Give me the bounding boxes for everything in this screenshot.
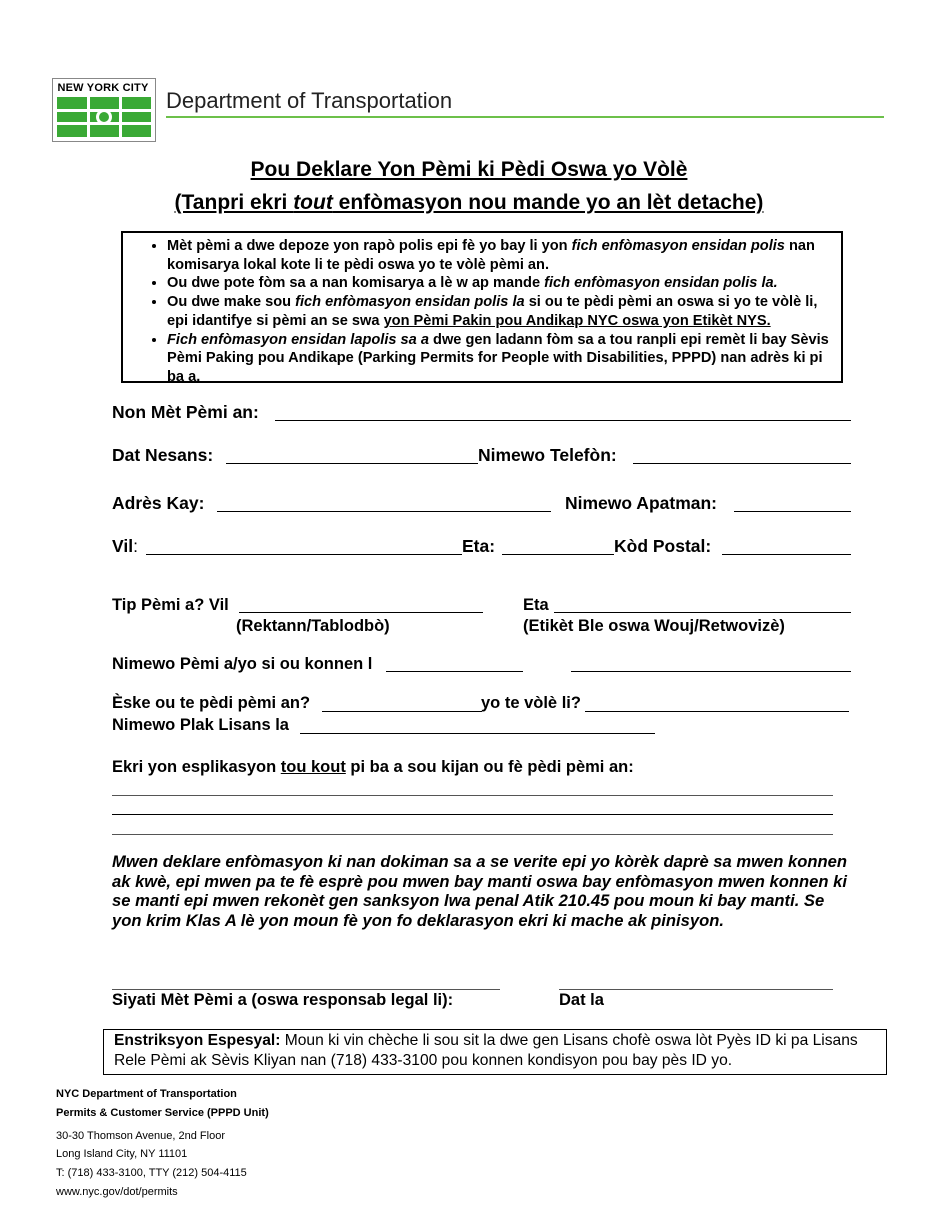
logo-top-text: NEW YORK CITY (57, 82, 149, 94)
instruction-item: • Mèt pèmi a dwe depoze yon rapò polis epi fè yo bay li yon fich enfòmasyon ensidan polis nan komisarya lokal kote li te pèdi oswa yo te vòlè pèmi an. (167, 237, 841, 274)
stolen-field[interactable] (585, 711, 849, 712)
birth-date-label: Dat Nesans: (112, 445, 214, 465)
instruction-item: • Ou dwe pote fòm sa a nan komisarya a lè w ap mande fich enfòmasyon ensidan polis la. (167, 274, 841, 293)
owner-name-label: Non Mèt Pèmi an: (112, 402, 259, 422)
footer-web-link[interactable]: www.nyc.gov/dot/permits (56, 1185, 178, 1198)
declaration-text: Mwen deklare enfòmasyon ki nan dokiman sa a se verite epi yo kòrèk daprè sa mwen konnen ak kwè, epi mwen pa te fè esprè pou mwen bay manti oswa bay enfòmasyon mwen konnen ki se manti epi mwen rekonèt gen sanksyon lwa penal Atik 210.45 pou moun ki bay manti. Se yon krim Klas A lè yon moun fè yon fo deklarasyon ekri ki mache ak pinisyon. (112, 852, 848, 930)
instruction-item: • Ou dwe make sou fich enfòmasyon ensidan polis la si ou te pèdi pèmi an oswa si yo te vòlè li, epi idantifye si pèmi an se swa yon Pèmi Pakin pou Andikap NYC oswa yon Etikèt NYS. (167, 293, 841, 330)
date-label: Dat la (559, 991, 604, 1009)
special-instructions-box (103, 1029, 887, 1075)
zip-field[interactable] (722, 554, 851, 555)
footer-unit: Permits & Customer Service (PPPD Unit) (56, 1106, 269, 1119)
subtitle-part-c: enfòmasyon nou mande yo an lèt detache) (332, 191, 764, 214)
explanation-line-1[interactable] (112, 795, 833, 796)
permit-type-city-label: Tip Pèmi a? Vil (112, 596, 229, 614)
plate-label: Nimewo Plak Lisans la (112, 716, 289, 734)
address-label: Adrès Kay: (112, 493, 205, 513)
zip-label: Kòd Postal: (614, 536, 712, 556)
footer-phone: T: (718) 433-3100, TTY (212) 504-4115 (56, 1167, 247, 1180)
permit-type-city-field[interactable] (239, 612, 483, 613)
footer-address (56, 1085, 269, 1202)
owner-name-field[interactable] (275, 420, 851, 421)
footer-addr1: 30-30 Thomson Avenue, 2nd Floor (56, 1129, 225, 1142)
address-field[interactable] (217, 511, 551, 512)
permit-type-state-hint: (Etikèt Ble oswa Wouj/Retwovizè) (523, 617, 785, 635)
apartment-label: Nimewo Apatman: (565, 493, 718, 513)
explanation-line-2[interactable] (112, 814, 833, 815)
signature-label: Siyati Mèt Pèmi a (oswa responsab legal li): (112, 991, 454, 1009)
phone-label: Nimewo Telefòn: (478, 445, 617, 465)
special-instructions-label: Enstriksyon Espesyal: (114, 1032, 281, 1049)
date-field[interactable] (559, 989, 833, 990)
dot-logo-icon (57, 97, 151, 137)
explanation-prompt: Ekri yon esplikasyon tou kout pi ba a sou kijan ou fè pèdi pèmi an: (112, 758, 634, 776)
form-title: Pou Deklare Yon Pèmi ki Pèdi Oswa yo Vòlè (250, 158, 688, 181)
explanation-line-3[interactable] (112, 834, 833, 835)
subtitle-part-a: (Tanpri ekri (174, 191, 294, 214)
permit-type-state-label: Eta (523, 596, 549, 614)
lost-label: Èske ou te pèdi pèmi an? (112, 694, 311, 712)
city-label: Vil: (112, 536, 138, 556)
special-instructions-text: Moun ki vin chèche li sou sit la dwe gen Lisans chofè oswa lòt Pyès ID ki pa Lisans Rele Pèmi ak Sèvis Kliyan nan (718) 433-3100 pou konnen kondisyon pou bay pès ID yo. (114, 1032, 858, 1069)
department-title: Department of Transportation (166, 88, 453, 113)
apartment-field[interactable] (734, 511, 851, 512)
state-field[interactable] (502, 554, 614, 555)
permit-number-field-1[interactable] (386, 671, 523, 672)
signature-field[interactable] (112, 989, 500, 990)
permit-type-city-hint: (Rektann/Tablodbò) (236, 617, 390, 635)
birth-date-field[interactable] (226, 463, 478, 464)
permit-number-field-2[interactable] (571, 671, 851, 672)
stolen-label: yo te vòlè li? (481, 694, 581, 712)
plate-field[interactable] (300, 733, 655, 734)
footer-org: NYC Department of Transportation (56, 1088, 237, 1100)
footer-addr2: Long Island City, NY 11101 (56, 1148, 188, 1161)
city-field[interactable] (146, 554, 462, 555)
instruction-item: • Fich enfòmasyon ensidan lapolis sa a dwe gen ladann fòm sa a tou ranpli epi remèt li bay Sèvis Pèmi Paking pou Andikape (Parking Permits for People with Disabilities, PPPD) nan adrès ki pi ba a. (167, 331, 841, 387)
form-subtitle (0, 191, 938, 215)
subtitle-part-b: tout (293, 191, 333, 214)
permit-type-state-field[interactable] (554, 612, 851, 613)
permit-number-label: Nimewo Pèmi a/yo si ou konnen l (112, 655, 373, 673)
phone-field[interactable] (633, 463, 851, 464)
nyc-dot-logo (52, 78, 156, 142)
lost-field[interactable] (322, 711, 482, 712)
state-label: Eta: (462, 536, 496, 556)
instructions-box (121, 231, 843, 383)
header-rule (166, 116, 884, 118)
